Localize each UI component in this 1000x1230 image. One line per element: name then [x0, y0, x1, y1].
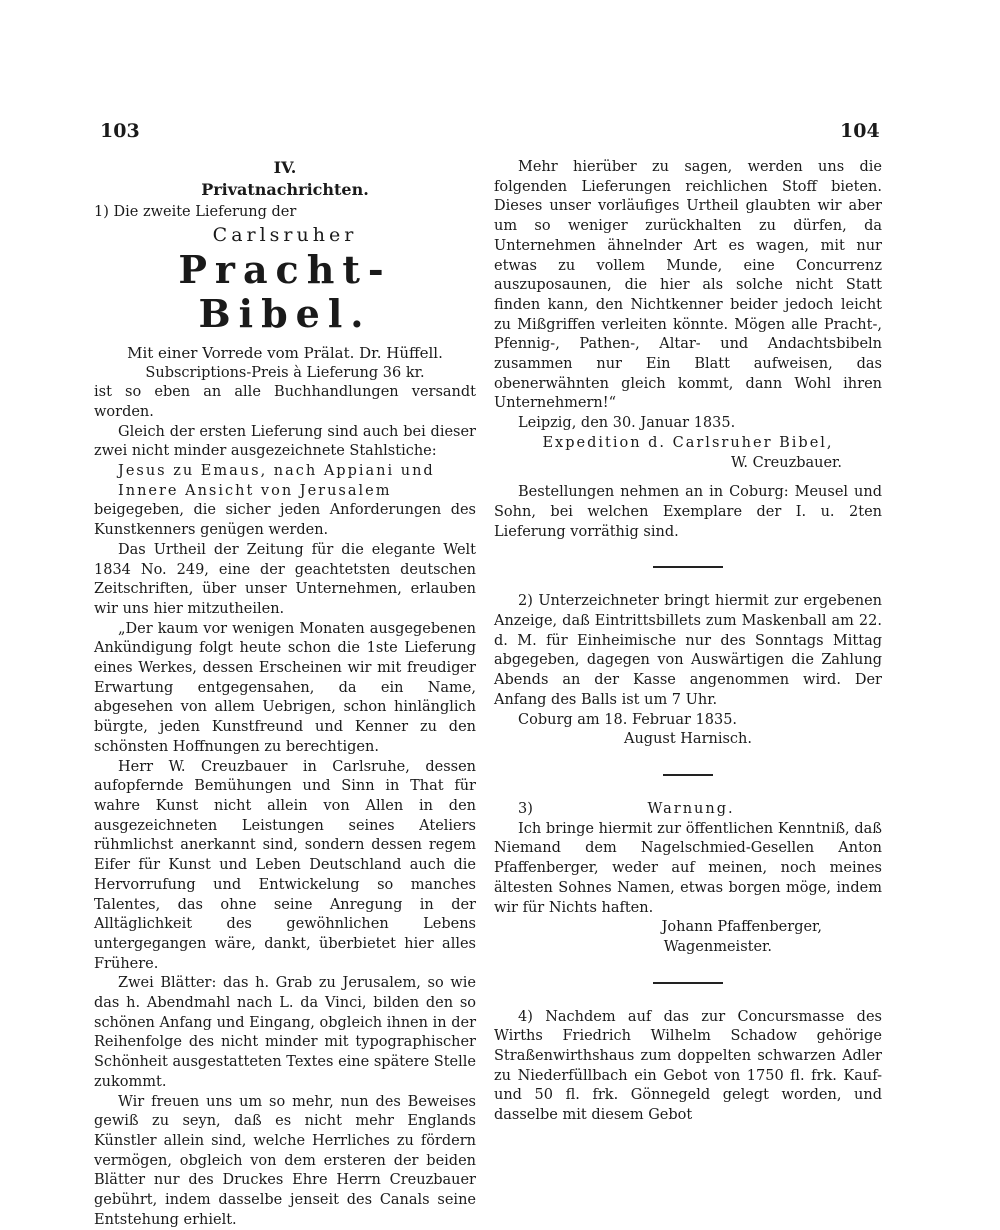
item2-signer: August Harnisch. [623, 731, 752, 748]
quote-paragraph-3: Zwei Blätter: das h. Grab zu Jerusalem, so wie das h. Abendmahl nach L. da Vinci, bilden den so schönen Anfang und Eingang, obgleich ihnen in der Reihenfolge des nicht minder mit typographischer Schönheit ausgestatteten Textes eine spätere Stelle zukommt. [94, 975, 476, 1090]
item3-number: 3) [518, 800, 533, 817]
bible-city: Carlsruher [212, 224, 358, 247]
paragraph-review-intro: Das Urtheil der Zeitung für die elegante Welt 1834 No. 249, eine der geachtetsten deutschen Zeitschriften, über unser Unternehmen, erlauben wir uns hier mitzutheilen. [94, 541, 476, 617]
item1-place-date: Leipzig, den 30. Januar 1835. [518, 415, 736, 432]
quote-continuation: Mehr hierüber zu sagen, werden uns die folgenden Lieferungen reichlichen Stoff bieten. Dieses unser vorläufiges Urtheil glaubten wir aber um so weniger zurückhalten zu dürfen, da Unternehmen ähnelnder Art es wagen, mit nur etwas zu vollem Munde, eine Concurrenz auszuposaunen, die hier als solche nicht Statt finden kann, den Nichtkenner beider jedoch leicht zu Mißgriffen verleiten könnte. Mögen alle Pracht-, Pfennig-, Pathen-, Altar- und Andachtsbibeln zusammen nur Ein Blatt aufweisen, das obenerwähnten gleich kommt, dann Wohl ihren Unternehmern!“ [494, 159, 882, 412]
item4-text: 4) Nachdem auf das zur Concursmasse des Wirths Friedrich Wilhelm Schadow gehörige Straßenwirthshaus zum doppelten schwarzen Adler zu Niederfüllbach ein Gebot von 1750 fl. frk. Kauf- und 50 fl. frk. Gönnegeld gelegt worden, und dasselbe mit diesem Gebot [494, 1008, 882, 1124]
item3-text: Ich bringe hiermit zur öffentlichen Kenntniß, daß Niemand dem Nagelschmied-Gesellen Anton Pfaffenberger, weder auf meinen, noch meines ältesten Sohnes Namen, etwas borgen möge, indem wir für Nichts haften. [494, 820, 882, 916]
paragraph-connoisseur: beigegeben, die sicher jeden Anforderungen des Kunstkenners genügen werden. [94, 502, 476, 539]
item1-intro: 1) Die zweite Lieferung der [94, 204, 297, 221]
left-column [94, 158, 476, 1230]
divider-rule [653, 982, 723, 984]
divider-rule [663, 774, 713, 776]
item3-signer: Johann Pfaffenberger, [661, 919, 822, 936]
quote-paragraph-2: Herr W. Creuzbauer in Carlsruhe, dessen aufopfernde Bemühungen und Sinn in That für wahre Kunst nicht allein von Allen in den ausgezeichneten Leistungen seines Ateliers rühmlichst anerkannt sind, sondern dessen regem Eifer für Kunst und Leben Deutschland auch die Hervorrufung und Entwickelung so manches Talentes, das ohne seine Anregung in der Alltäglichkeit des gewöhnlichen Lebens untergegangen wäre, dankt, überbietet hier alles Frühere. [94, 758, 476, 972]
plate-two: Innere Ansicht von Jerusalem [118, 482, 392, 499]
item3-signer-title: Wagenmeister. [663, 938, 772, 955]
quote-paragraph-1: „Der kaum vor wenigen Monaten ausgegebenen Ankündigung folgt heute schon die 1ste Lieferung eines Werkes, dessen Erscheinen wir mit freudiger Erwartung entgegensahen, da ein Name, abgesehen von allem Uebrigen, schon hinlänglich bürgte, jeden Kunstfreund und Kenner zu den schönsten Hoffnungen zu berechtigen. [94, 620, 476, 755]
section-number: IV. [273, 158, 297, 177]
item2-text: 2) Unterzeichneter bringt hiermit zur ergebenen Anzeige, daß Eintrittsbillets zum Maskenball am 22. d. M. für Einheimische nur des Sonntags Mittag abgegeben, dagegen von Auswärtigen die Zahlung Abends an der Kasse angenommen wird. Der Anfang des Balls ist um 7 Uhr. [494, 593, 882, 708]
item1-signer: W. Creuzbauer. [731, 454, 842, 471]
item2-place-date: Coburg am 18. Februar 1835. [518, 711, 738, 728]
page-number-left: 103 [100, 120, 140, 142]
subscription-price: Subscriptions-Preis à Lieferung 36 kr. [145, 364, 425, 381]
item3-heading: Warnung. [647, 800, 735, 817]
sent-notice: ist so eben an alle Buchhandlungen versandt worden. [94, 384, 476, 420]
section-title: Privatnachrichten. [201, 179, 369, 199]
bible-title: Pracht-Bibel. [178, 246, 392, 336]
item1-expedition: Expedition d. Carlsruher Bibel, [542, 434, 834, 451]
bible-subtitle: Mit einer Vorrede vom Prälat. Dr. Hüffell. [127, 343, 443, 362]
divider-rule [653, 566, 723, 568]
page-number-right: 104 [840, 120, 880, 142]
item1-orders: Bestellungen nehmen an in Coburg: Meusel und Sohn, bei welchen Exemplare der I. u. 2ten Lieferung vorräthig sind. [494, 484, 882, 540]
quote-paragraph-4: Wir freuen uns um so mehr, nun des Beweises gewiß zu seyn, daß es nicht mehr Englands Künstler allein sind, welche Herrliches zu fördern vermögen, obgleich von dem ersteren der beiden Blätter nur des Druckes Ehre Herrn Creuzbauer gebührt, indem dasselbe jenseit des Canals seine Entstehung erhielt. [94, 1093, 476, 1228]
plate-one: Jesus zu Emaus, nach Appiani und [118, 463, 435, 480]
paragraph-plates: Gleich der ersten Lieferung sind auch bei dieser zwei nicht minder ausgezeichnete Stahlstiche: [94, 423, 476, 460]
right-column [494, 158, 882, 1126]
item3-heading-line [494, 800, 882, 820]
spacer [494, 473, 882, 483]
